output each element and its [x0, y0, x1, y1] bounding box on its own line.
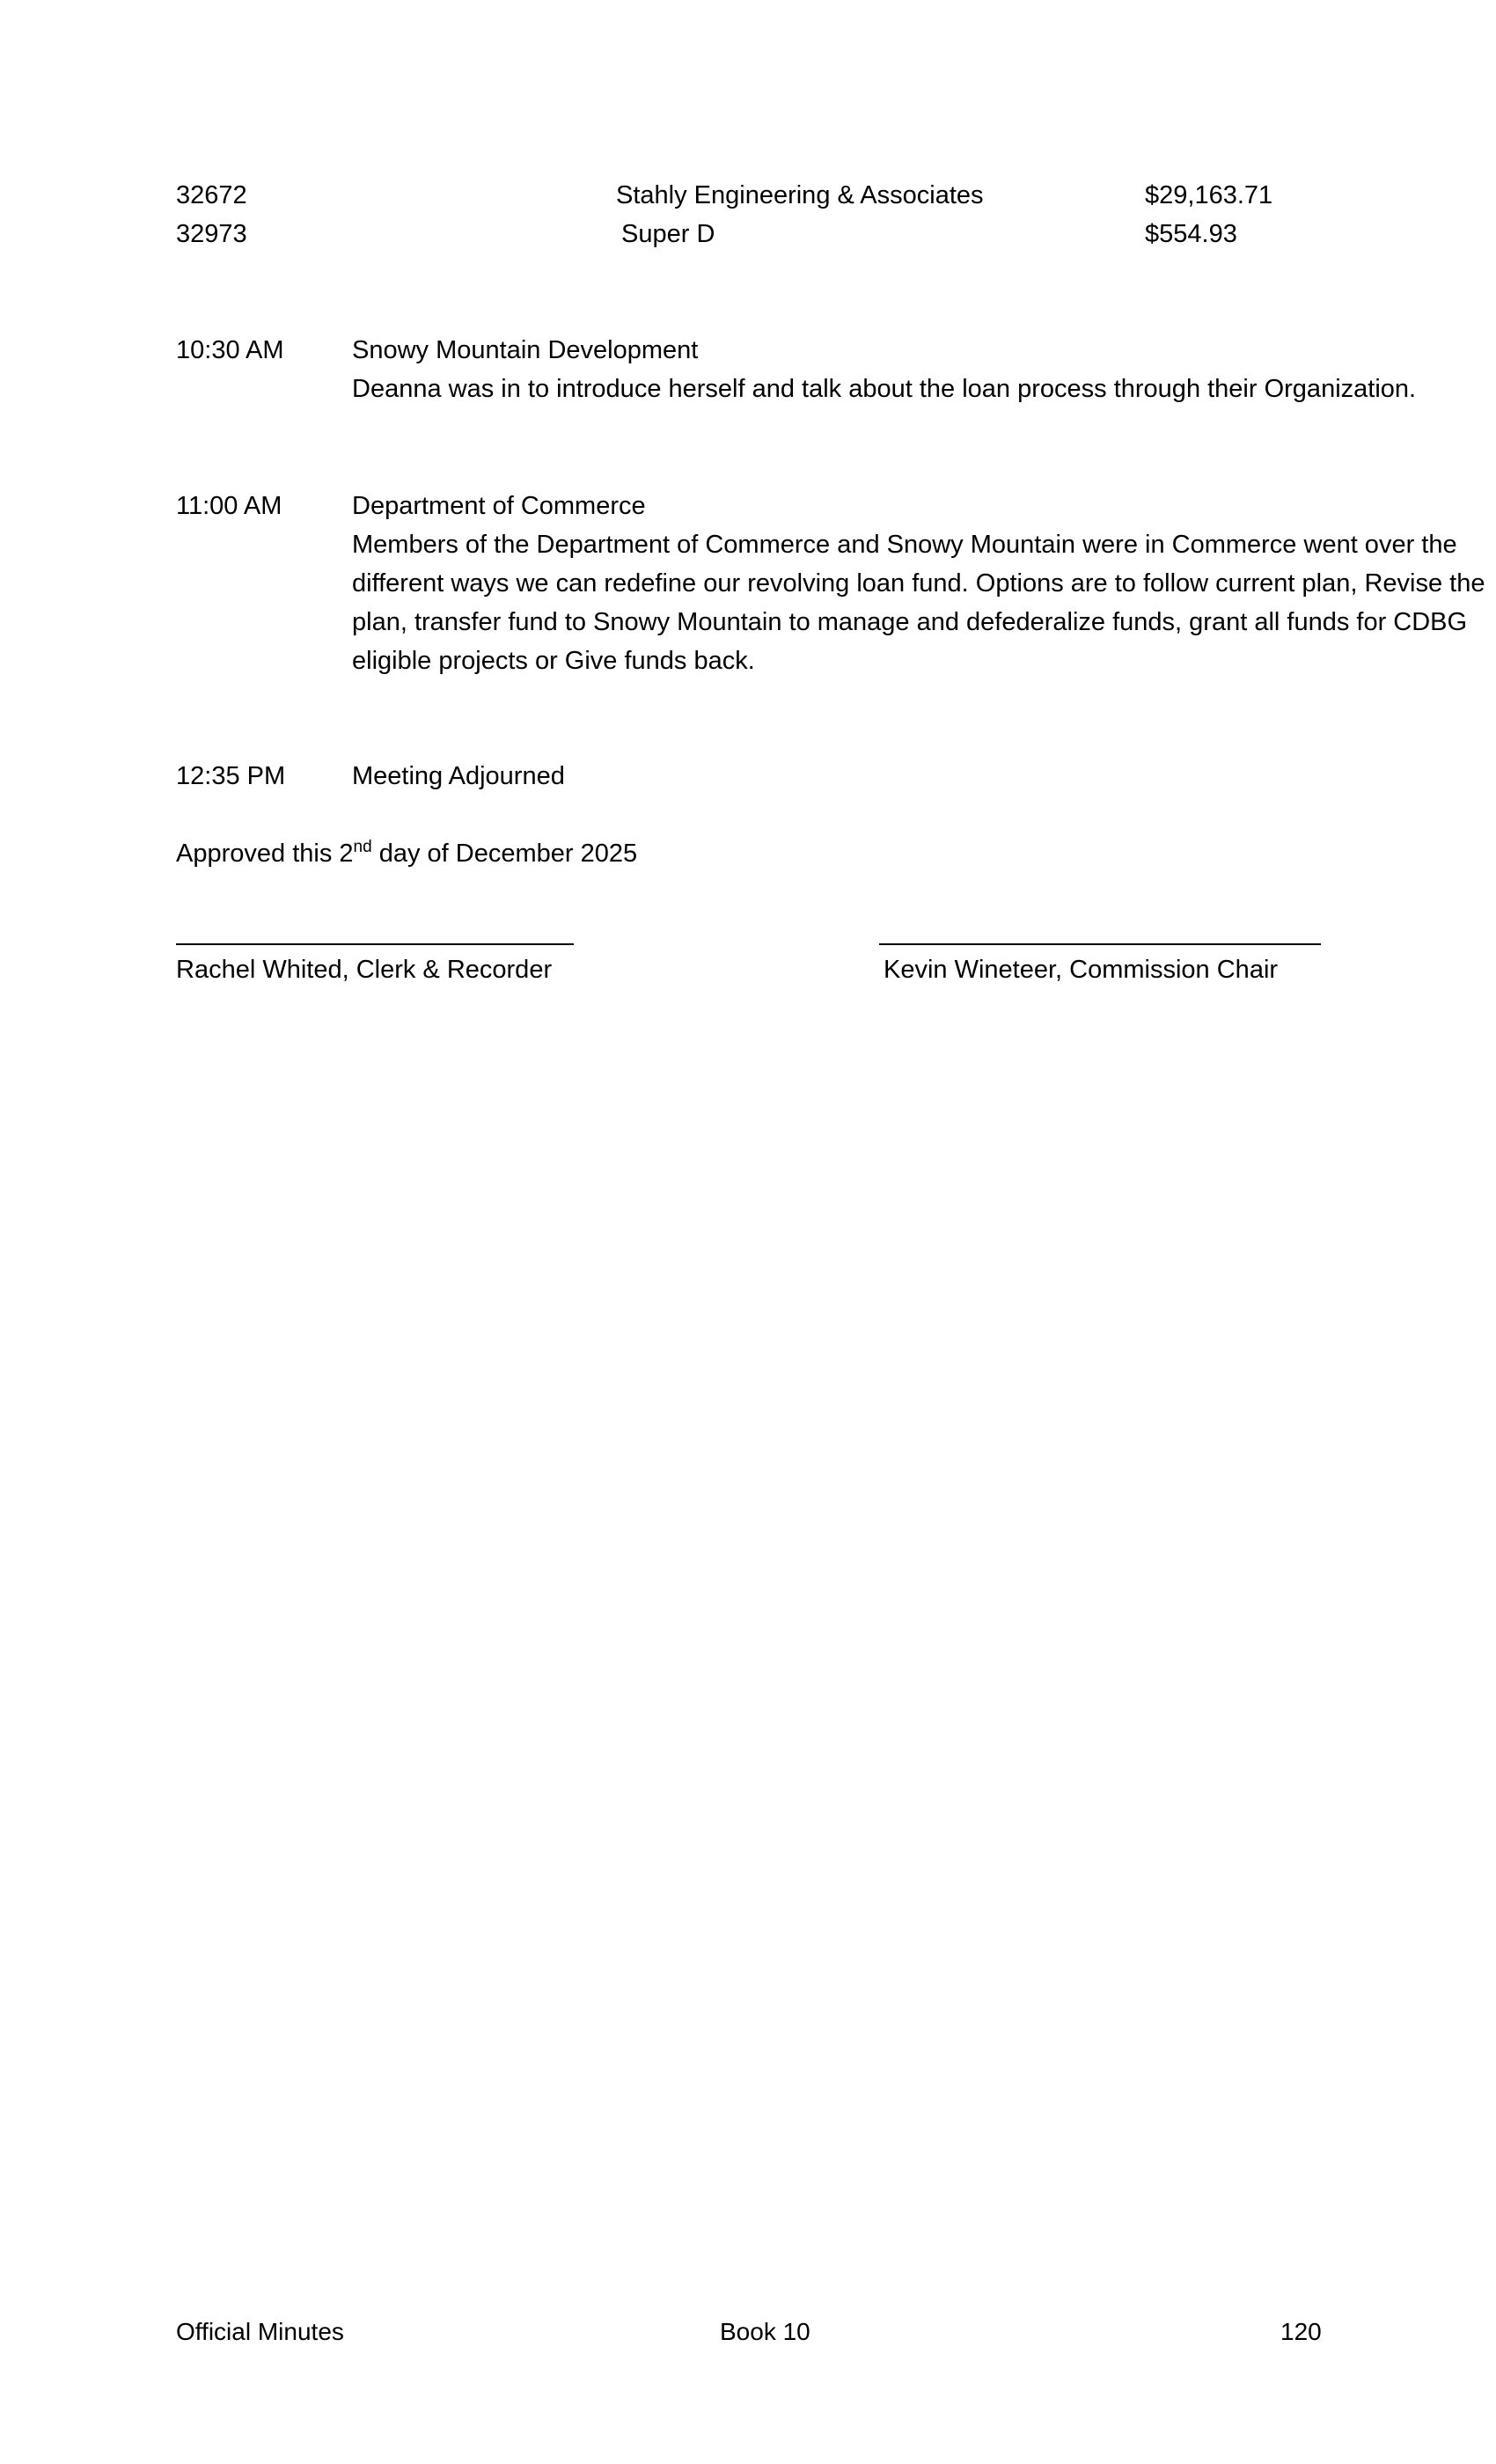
agenda-time: 10:30 AM: [176, 336, 284, 364]
agenda-content: [352, 487, 1496, 680]
agenda-title: Meeting Adjourned: [352, 762, 565, 790]
approval-statement: [176, 834, 637, 873]
claim-row: [176, 176, 1320, 215]
claim-vendor: Super D: [621, 220, 715, 248]
claim-row: [176, 215, 1320, 253]
claim-vendor: Stahly Engineering & Associates: [616, 181, 984, 209]
agenda-body: Deanna was in to introduce herself and talk about the loan process through their Organization.: [352, 375, 1417, 403]
agenda-body: Members of the Department of Commerce and Snowy Mountain were in Commerce went over the different ways we can redefine our revolving loan fund. Options are to follow current plan, Revise the plan, transfer fund to Snowy Mountain to manage and defederalize funds, grant all funds for CDBG eligible projects or Give funds back.: [352, 531, 1485, 675]
claim-amount: $554.93: [1145, 220, 1237, 248]
approval-prefix: Approved this 2: [176, 840, 354, 868]
footer-page-number: 120: [1280, 2318, 1322, 2345]
agenda-content: [352, 331, 1496, 408]
signature-name-chair: Kevin Wineteer, Commission Chair: [884, 956, 1279, 984]
signature-line-right: [879, 943, 1321, 945]
signature-line-left: [176, 943, 574, 945]
signature-name-clerk: Rachel Whited, Clerk & Recorder: [176, 956, 553, 984]
claim-amount: $29,163.71: [1145, 181, 1273, 209]
claim-number: 32672: [176, 181, 247, 209]
agenda-title: Department of Commerce: [352, 492, 646, 520]
footer-book-label: Book 10: [720, 2318, 810, 2345]
agenda-time: 12:35 PM: [176, 762, 286, 790]
approval-rest: day of December 2025: [371, 840, 638, 868]
approval-ordinal: nd: [353, 838, 372, 856]
agenda-content: [352, 757, 1496, 796]
footer-document-label: Official Minutes: [176, 2318, 344, 2345]
agenda-title: Snowy Mountain Development: [352, 336, 699, 364]
claim-number: 32973: [176, 220, 247, 248]
agenda-time: 11:00 AM: [176, 492, 282, 520]
